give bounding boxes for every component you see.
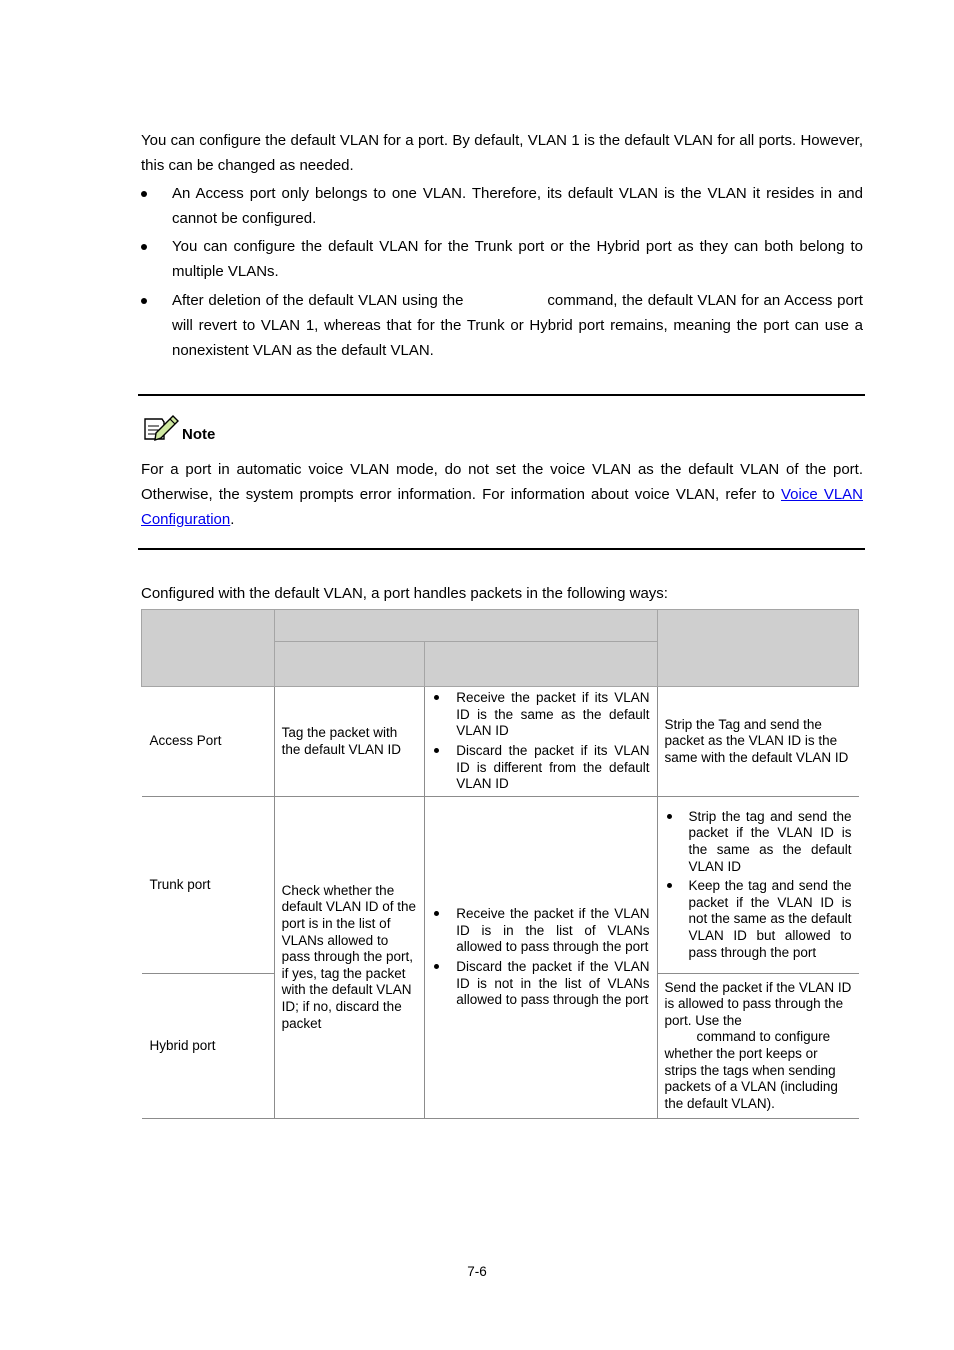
list-item (432, 959, 649, 1009)
cell-tagged (425, 687, 657, 797)
list-item-text: Discard the packet if its VLAN ID is different from the default VLAN ID (456, 743, 650, 792)
voice-vlan-link[interactable]: Voice VLAN Configuration (141, 486, 863, 528)
cell-text-part: Send the packet if the VLAN ID is allowed to pass through the port. Use the (664, 979, 852, 1028)
list-item-text: Strip the tag and send the packet if the VLAN ID is the same as the default VLAN ID (688, 808, 852, 874)
table-row-trunk (142, 797, 859, 974)
note-text (141, 457, 863, 532)
bullet-icon (434, 964, 439, 969)
header-cell-receive (274, 610, 657, 642)
table-intro: Configured with the default VLAN, a port handles packets in the following ways: (141, 585, 668, 602)
page-number: 7-6 (467, 1264, 487, 1279)
note-bottom-rule (138, 548, 865, 550)
note-pencil-icon (142, 413, 180, 443)
list-item (665, 878, 852, 961)
tagged-list (432, 906, 649, 1009)
list-item-text: Receive the packet if its VLAN ID is the same as the default VLAN ID (456, 690, 650, 739)
list-item (665, 809, 852, 875)
cell-send (657, 974, 858, 1119)
bullet-text-part: command, the default VLAN for an Access port will revert to VLAN 1, whereas that for the Trunk or Hybrid port remains, meaning the port can use a nonexistent VLAN as the default VLAN. (172, 292, 863, 359)
bullet-text-part: After deletion of the default VLAN using the (172, 292, 464, 309)
bullet-icon (434, 748, 439, 753)
bullet-icon (667, 814, 672, 819)
table-header-row (142, 610, 859, 642)
header-cell-untagged (274, 642, 425, 687)
list-item (432, 906, 649, 956)
list-item-text: Keep the tag and send the packet if the VLAN ID is not the same as the default VLAN ID but allowed to pass through the port (688, 878, 852, 960)
table-row-access (142, 687, 859, 797)
bullet-icon (667, 883, 672, 888)
cell-port-type: Access Port (142, 687, 275, 797)
header-cell-tagged (425, 642, 657, 687)
bullet-icon (141, 191, 147, 197)
note-top-rule (138, 394, 865, 396)
port-packet-handling-table (141, 609, 859, 1119)
cell-tagged (425, 797, 657, 1119)
note-text-part: . (230, 511, 235, 528)
cell-untagged: Tag the packet with the default VLAN ID (274, 687, 425, 797)
bullet-icon (141, 298, 147, 304)
send-list (665, 809, 852, 961)
cell-untagged: Check whether the default VLAN ID of the port is in the list of VLANs allowed to pass through the port, if yes, tag the packet with the default VLAN ID; if no, discard the packet (274, 797, 425, 1119)
cell-port-type: Trunk port (142, 797, 275, 974)
header-cell-send (657, 610, 858, 687)
cell-port-type: Hybrid port (142, 974, 275, 1119)
list-item-text: Receive the packet if the VLAN ID is in the list of VLANs allowed to pass through the port (456, 906, 650, 955)
bullet-icon (141, 244, 147, 250)
list-item (432, 690, 649, 740)
intro-paragraph: You can configure the default VLAN for a port. By default, VLAN 1 is the default VLAN for all ports. However, this can be changed as needed. (141, 132, 863, 174)
cell-send (657, 797, 858, 974)
header-cell-port-type (142, 610, 275, 687)
bullet-icon (434, 911, 439, 916)
tagged-list (432, 690, 649, 793)
list-item (432, 743, 649, 793)
bullet-text: You can configure the default VLAN for the Trunk port or the Hybrid port as they can both belong to multiple VLANs. (172, 238, 863, 280)
note-text-part: For a port in automatic voice VLAN mode, do not set the voice VLAN as the default VLAN of the port. Otherwise, the system prompts error information. For information about voice VLAN, refer to (141, 461, 863, 503)
list-item-text: Discard the packet if the VLAN ID is not in the list of VLANs allowed to pass through the port (456, 959, 650, 1008)
cell-send: Strip the Tag and send the packet as the VLAN ID is the same with the default VLAN ID (657, 687, 858, 797)
bullet-text (172, 288, 863, 363)
bullet-icon (434, 695, 439, 700)
bullet-text: An Access port only belongs to one VLAN. Therefore, its default VLAN is the VLAN it resides in and cannot be configured. (172, 185, 863, 227)
cell-text-part: command to configure whether the port keeps or strips the tags when sending packets of a VLAN (including the default VLAN). (664, 1029, 838, 1111)
note-label: Note (182, 426, 216, 443)
